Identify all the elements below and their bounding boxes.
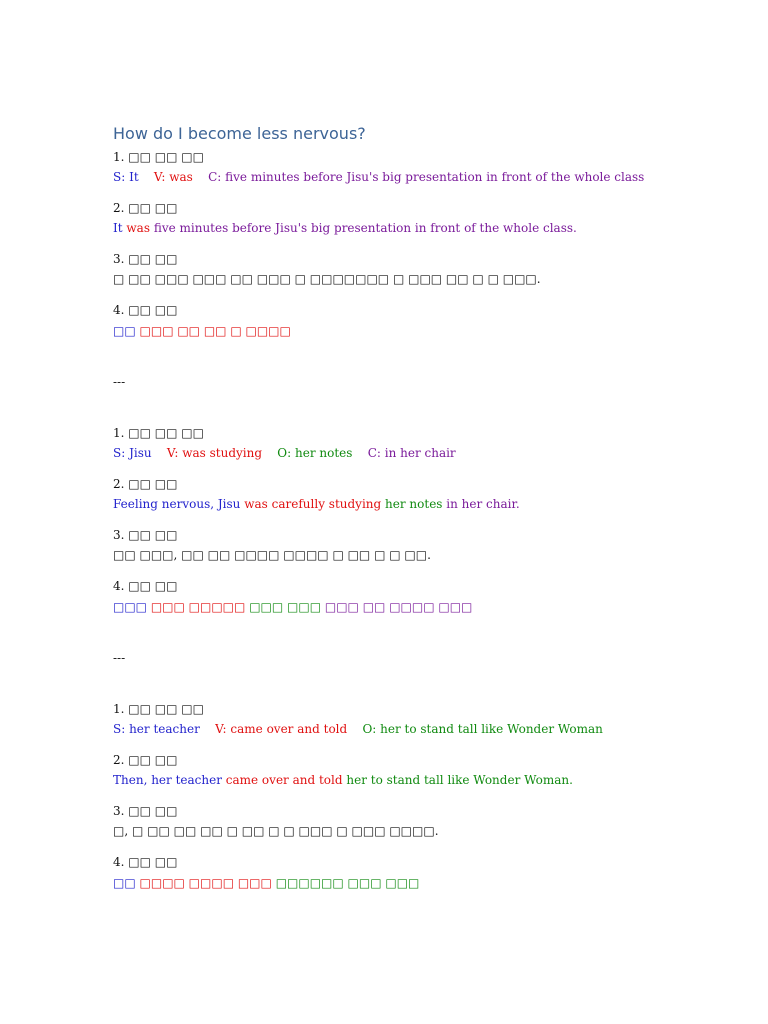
section-1-chunk-translation [113, 324, 291, 339]
section-1-translation: □ □□ □□□ □□□ □□ □□□ □ □□□□□□□ □ □□□ □□ □ □ □□□. [113, 272, 541, 286]
section-2-components-segment: O: her notes [277, 446, 353, 460]
separator-1: --- [113, 375, 126, 389]
section-1-sentence [113, 221, 577, 236]
section-1-heading-2: 2. □□ □□ [113, 201, 178, 215]
section-2-sentence [113, 497, 520, 512]
section-1-sentence-segment: It [113, 221, 123, 235]
section-2-heading-4: 4. □□ □□ [113, 579, 178, 593]
section-3-chunk-translation-segment: □□□□□□ □□□ □□□ [275, 876, 420, 890]
separator-2: --- [113, 651, 126, 665]
section-2-chunk-translation-segment: □□□ □□ □□□□ □□□ [324, 600, 473, 614]
section-3-components [113, 722, 603, 737]
section-3-heading-4: 4. □□ □□ [113, 855, 178, 869]
section-3-components-segment: S: her teacher [113, 722, 200, 736]
section-1-components-segment: S: It [113, 170, 139, 184]
section-2-heading-2: 2. □□ □□ [113, 477, 178, 491]
section-2-sentence-segment: Feeling nervous, Jisu [113, 497, 241, 511]
section-2-heading-1: 1. □□ □□ □□ [113, 426, 204, 440]
section-3-sentence-segment: came over and told [225, 773, 343, 787]
section-1-heading-3: 3. □□ □□ [113, 252, 178, 266]
document-title: How do I become less nervous? [113, 124, 366, 143]
section-1-heading-1: 1. □□ □□ □□ [113, 150, 204, 164]
section-3-sentence [113, 773, 573, 788]
section-1-sentence-segment: was [126, 221, 150, 235]
section-2-chunk-translation [113, 600, 472, 615]
section-3-heading-3: 3. □□ □□ [113, 804, 178, 818]
section-1-chunk-translation-segment: □□ [113, 324, 136, 338]
section-2-components-segment: C: in her chair [367, 446, 456, 460]
section-1-components [113, 170, 644, 185]
section-3-sentence-segment: her to stand tall like Wonder Woman. [346, 773, 573, 787]
section-2-heading-3: 3. □□ □□ [113, 528, 178, 542]
section-3-translation: □, □ □□ □□ □□ □ □□ □ □ □□□ □ □□□ □□□□. [113, 824, 439, 838]
section-2-components-segment: S: Jisu [113, 446, 152, 460]
section-2-sentence-segment: in her chair. [446, 497, 520, 511]
section-1-heading-4: 4. □□ □□ [113, 303, 178, 317]
section-3-heading-2: 2. □□ □□ [113, 753, 178, 767]
section-2-sentence-segment: was carefully studying [244, 497, 382, 511]
section-2-translation: □□ □□□, □□ □□ □□□□ □□□□ □ □□ □ □ □□. [113, 548, 431, 562]
section-2-sentence-segment: her notes [385, 497, 443, 511]
section-2-chunk-translation-segment: □□□ □□□□□ [150, 600, 246, 614]
section-3-chunk-translation [113, 876, 419, 891]
section-1-sentence-segment: five minutes before Jisu's big presentation in front of the whole class. [153, 221, 577, 235]
section-3-chunk-translation-segment: □□□□ □□□□ □□□ [139, 876, 272, 890]
section-2-chunk-translation-segment: □□□ □□□ [249, 600, 322, 614]
section-1-components-segment: C: five minutes before Jisu's big presentation in front of the whole class [208, 170, 645, 184]
section-3-chunk-translation-segment: □□ [113, 876, 136, 890]
section-2-chunk-translation-segment: □□□ [113, 600, 148, 614]
section-2-components [113, 446, 456, 461]
section-3-components-segment: O: her to stand tall like Wonder Woman [362, 722, 603, 736]
section-2-components-segment: V: was studying [166, 446, 263, 460]
section-3-components-segment: V: came over and told [215, 722, 348, 736]
section-3-heading-1: 1. □□ □□ □□ [113, 702, 204, 716]
section-1-chunk-translation-segment: □□□ □□ □□ □ □□□□ [139, 324, 291, 338]
section-3-sentence-segment: Then, her teacher [113, 773, 222, 787]
section-1-components-segment: V: was [153, 170, 193, 184]
